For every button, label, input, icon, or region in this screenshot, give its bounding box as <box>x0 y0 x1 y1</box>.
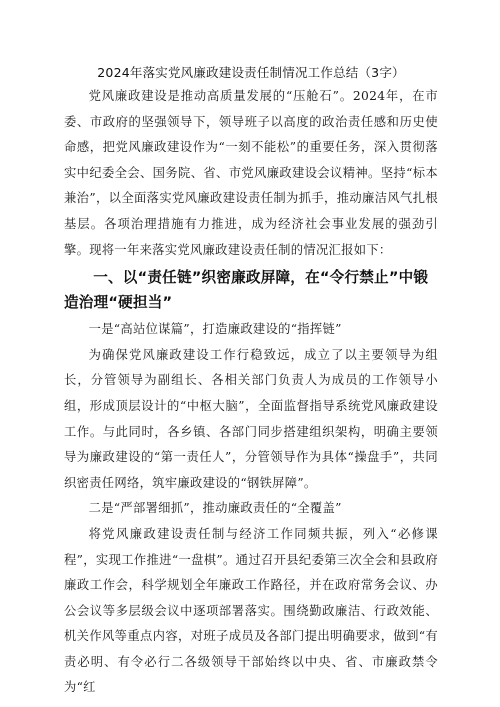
section-heading-1: 一、以“责任链”织密廉政屏障，在“令行禁止”中锻造治理“硬担当” <box>64 269 429 312</box>
document-body <box>64 84 438 701</box>
intro-paragraph: 党风廉政建设是推动高质量发展的“压舱石”。2024年，在市委、市政府的坚强领导下，领导班子以高度的政治责任感和历史使命感，把党风廉政建设作为“一刻不能松”的重要任务，深入贯彻落实中纪委全会、国务院、省、市党风廉政建设会议精神。坚持“标本兼治”，以全面落实党风廉政建设责任制为抓手，推动廉洁风气扎根基层。各项治理措施有力推进，成为经济社会事业发展的强劲引擎。现将一年来落实党风廉政建设责任制的情况汇报如下： <box>64 89 438 257</box>
subheading-1: 一是“高站位谋篇”，打造廉政建设的“指挥链” <box>88 322 342 337</box>
paragraph-2: 将党风廉政建设责任制与经济工作同频共振，列入“必修课程”，实现工作推进“一盘棋”。通过召开县纪委第三次全会和县政府廉政工作会，科学规划全年廉政工作路径，并在政府常务会议、办公会议等多层级会议中逐项部署落实。围绕勤政廉洁、行政效能、机关作风等重点内容，对班子成员及各部门提出明确要求，做到“有责必明、有令必行二各级领导干部始终以中央、省、市廉政禁令为“红 <box>64 526 438 695</box>
paragraph-1: 为确保党风廉政建设工作行稳致远，成立了以主要领导为组长，分管领导为副组长、各相关部门负责人为成员的工作领导小组，形成顶层设计的“中枢大脑”，全面监督指导系统党风廉政建设工作。与此同时，各乡镇、各部门同步搭建组织架构，明确主要领导为廉政建设的“第一责任人”，分管领导作为具体“操盘手”，共同织密责任网络，筑牢廉政建设的“钢铁屏障”。 <box>64 347 438 490</box>
subheading-2: 二是“严部署细抓”，推动廉政责任的“全覆盖” <box>88 501 342 516</box>
document-title: 2024年落实党风廉政建设责任制情况工作总结（3字） <box>97 65 405 80</box>
